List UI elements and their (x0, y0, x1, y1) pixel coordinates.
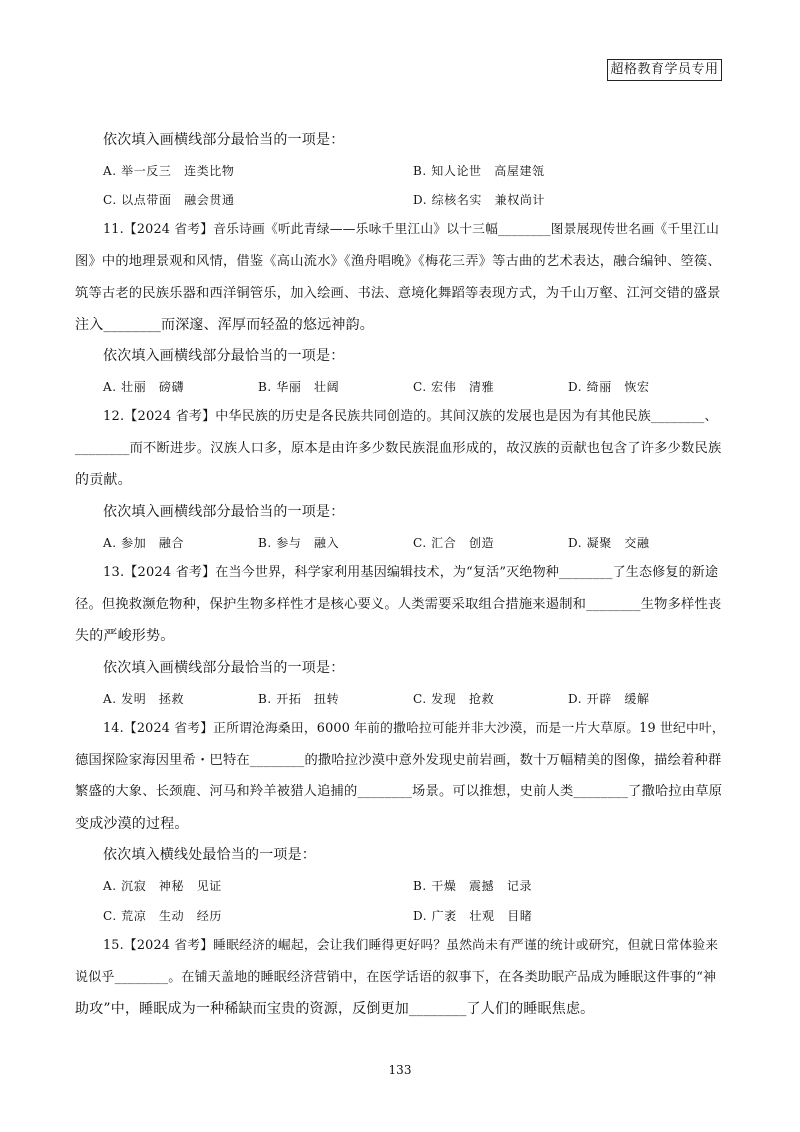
q12-option-c: C. 汇合 创造 (413, 536, 495, 550)
q13-option-d: D. 开辟 缓解 (568, 692, 650, 706)
q12-option-d: D. 凝聚 交融 (568, 536, 650, 550)
q14-line-3: 繁盛的大象、长颈鹿、河马和羚羊被猎人追捕的________场景。可以推想，史前人类________了撒哈拉由草原 (75, 784, 723, 799)
q13-line-3: 失的严峻形势。 (75, 628, 175, 644)
q11-line-4: 注入________而深邃、浑厚而轻盈的悠远神韵。 (75, 317, 374, 333)
page-number: 133 (388, 1063, 412, 1077)
prev-option-a: A. 举一反三 连类比物 (103, 164, 235, 178)
prev-option-c: C. 以点带面 融会贯通 (103, 193, 235, 207)
q12-line-1: 12.【2024 省考】中华民族的历史是各民族共同创造的。其间汉族的发展也是因为有其他民族________、 (103, 409, 718, 424)
q14-prompt: 依次填入横线处最恰当的一项是： (103, 847, 316, 863)
q13-option-a: A. 发明 拯救 (103, 692, 185, 706)
q14-option-d: D. 广袤 壮观 目睹 (413, 909, 533, 923)
q15-line-3: 助攻”中，睡眠成为一种稀缺而宝贵的资源，反倒更加________了人们的睡眠焦虑。 (75, 1001, 595, 1017)
q14-line-2: 德国探险家海因里希・巴特在________的撒哈拉沙漠中意外发现史前岩画，数十万幅精美的图像，描绘着种群 (75, 753, 722, 768)
header-tag: 超格教育学员专用 (607, 59, 722, 81)
q12-prompt: 依次填入画横线部分最恰当的一项是： (103, 504, 345, 520)
q13-prompt: 依次填入画横线部分最恰当的一项是： (103, 660, 345, 676)
q12-line-2: ________而不断进步。汉族人口多，原本是由许多少数民族混血形成的，故汉族的贡献也包含了许多少数民族 (75, 441, 722, 456)
q11-option-b: B. 华丽 壮阔 (258, 380, 340, 394)
prev-option-b: B. 知人论世 高屋建瓴 (413, 164, 545, 178)
q13-line-1: 13.【2024 省考】在当今世界，科学家利用基因编辑技术，为“复活”灭绝物种________了生态修复的新途 (103, 565, 719, 580)
q12-option-a: A. 参加 融合 (103, 536, 185, 550)
q11-line-1: 11.【2024 省考】音乐诗画《听此青绿——乐咏千里江山》以十三幅________图景展现传世名画《千里江山 (103, 222, 720, 237)
q14-line-4: 变成沙漠的过程。 (75, 816, 189, 832)
prev-prompt: 依次填入画横线部分最恰当的一项是： (103, 132, 345, 148)
prev-option-d: D. 综核名实 兼权尚计 (413, 193, 546, 207)
q11-line-3: 筑等古老的民族乐器和西洋铜管乐，加入绘画、书法、意境化舞蹈等表现方式，为千山万壑、江河交错的盛景 (75, 286, 721, 301)
q13-option-b: B. 开拓 扭转 (258, 692, 340, 706)
q11-prompt: 依次填入画横线部分最恰当的一项是： (103, 348, 345, 364)
q14-option-c: C. 荒凉 生动 经历 (103, 909, 222, 923)
q12-line-3: 的贡献。 (75, 472, 132, 488)
q11-option-d: D. 绮丽 恢宏 (568, 380, 650, 394)
q14-line-1: 14.【2024 省考】正所谓沧海桑田，6000 年前的撒哈拉可能并非大沙漠，而是一片大草原。19 世纪中叶， (103, 721, 725, 736)
q12-option-b: B. 参与 融入 (258, 536, 340, 550)
q11-line-2: 图》中的地理景观和风情，借鉴《高山流水》《渔舟唱晚》《梅花三弄》等古曲的艺术表达，融合编钟、箜篌、 (75, 254, 721, 269)
q14-option-b: B. 干燥 震撼 记录 (413, 879, 533, 893)
q11-option-c: C. 宏伟 清雅 (413, 380, 495, 394)
q13-option-c: C. 发现 抢救 (413, 692, 495, 706)
q15-line-2: 说似乎________。在铺天盖地的睡眠经济营销中，在医学话语的叙事下，在各类助眠产品成为睡眠这件事的“神 (75, 970, 717, 985)
q14-option-a: A. 沉寂 神秘 见证 (103, 879, 222, 893)
q15-line-1: 15.【2024 省考】睡眠经济的崛起，会让我们睡得更好吗？虽然尚未有严谨的统计或研究，但就日常体验来 (103, 938, 719, 953)
q13-line-2: 径。但挽救濒危物种，保护生物多样性才是核心要义。人类需要采取组合措施来遏制和________生物多样性丧 (75, 597, 722, 612)
q11-option-a: A. 壮丽 磅礴 (103, 380, 185, 394)
